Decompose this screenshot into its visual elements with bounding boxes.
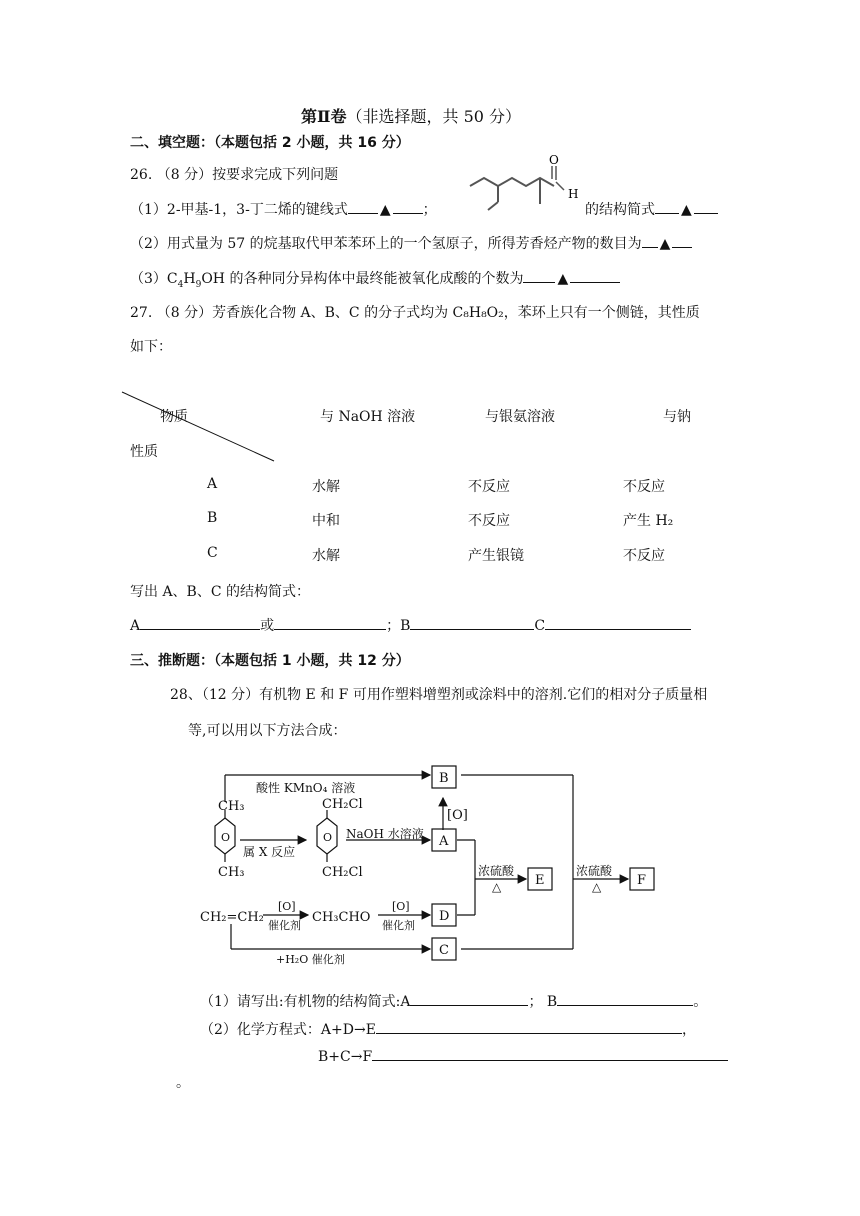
triangle-marker: ▲ bbox=[659, 236, 671, 252]
q26-stem: 26. （8 分）按要求完成下列问题 bbox=[130, 167, 339, 183]
triangle-marker: ▲ bbox=[379, 202, 391, 218]
answer-blank[interactable] bbox=[372, 1046, 728, 1061]
skeletal-bond-line bbox=[488, 202, 498, 210]
table-header-silver-ammonia: 与银氨溶液 bbox=[485, 409, 555, 425]
table-corner-bottom: 性质 bbox=[130, 444, 158, 460]
box-label-c: C bbox=[439, 943, 449, 958]
table-header-sodium: 与钠 bbox=[663, 409, 691, 425]
q27-line2: 如下： bbox=[130, 339, 172, 355]
q27-answer-line bbox=[130, 615, 691, 635]
q27-line1: 27. （8 分）芳香族化合物 A、B、C 的分子式均为 C₈H₈O₂，苯环上只有一个侧链，其性质 bbox=[130, 305, 700, 321]
ring-label: O bbox=[323, 831, 333, 844]
reagent-label: 催化剂 bbox=[382, 919, 415, 932]
q28-sub2-text: （2）化学方程式：A+D→E bbox=[200, 1022, 376, 1038]
box-label-f: F bbox=[637, 873, 647, 888]
answer-blank[interactable] bbox=[655, 199, 679, 214]
answer-blank[interactable] bbox=[393, 199, 423, 214]
subscript: 9 bbox=[195, 279, 202, 290]
box-label-b: B bbox=[439, 771, 449, 786]
table-cell: 不反应 bbox=[468, 513, 510, 529]
ring-label: O bbox=[221, 831, 231, 844]
reagent-label: [O] bbox=[278, 900, 296, 913]
q27-prompt: 写出 A、B、C 的结构简式： bbox=[130, 584, 311, 600]
box-label-d: D bbox=[439, 909, 450, 924]
q28-sub1 bbox=[200, 991, 707, 1011]
answer-label: ；B bbox=[386, 618, 411, 634]
reagent-label: 催化剂 bbox=[268, 919, 301, 932]
skeletal-bond-line bbox=[470, 178, 554, 186]
table-cell: 不反应 bbox=[623, 479, 665, 495]
skeletal-bond-line bbox=[556, 182, 564, 190]
reagent-label: 属 X 反应 bbox=[243, 845, 296, 859]
reagent-label: 浓硫酸 bbox=[478, 864, 515, 878]
table-header-naoh: 与 NaOH 溶液 bbox=[320, 409, 416, 425]
formula-label: CH₃ bbox=[218, 865, 245, 880]
skeletal-structure-diagram bbox=[466, 152, 582, 216]
section-three-heading: 三、推断题：（本题包括 1 小题，共 12 分） bbox=[130, 653, 410, 669]
reagent-label: [O] bbox=[392, 900, 410, 913]
answer-blank[interactable] bbox=[410, 615, 534, 630]
table-cell: 产生 H₂ bbox=[623, 513, 674, 529]
table-cell: 水解 bbox=[312, 479, 340, 495]
triangle-marker: ▲ bbox=[681, 202, 692, 218]
table-corner-top: 物质 bbox=[160, 409, 188, 425]
oxygen-label: O bbox=[549, 153, 559, 167]
box-label-a: A bbox=[439, 834, 449, 849]
q26-item3 bbox=[130, 268, 620, 290]
q28-line1: 28、（12 分）有机物 E 和 F 可用作塑料增塑剂或涂料中的溶剂.它们的相对分子质量相 bbox=[170, 687, 708, 703]
table-cell: 产生银镜 bbox=[468, 548, 524, 564]
formula-label: CH₂=CH₂ bbox=[200, 910, 264, 925]
q26-item3-text: H bbox=[183, 271, 196, 287]
reagent-label: NaOH 水溶液 bbox=[346, 827, 424, 841]
q26-item1-text2: 的结构简式 bbox=[585, 202, 655, 218]
reagent-label: 浓硫酸 bbox=[576, 864, 613, 878]
section-two-heading: 二、填空题：（本题包括 2 小题，共 16 分） bbox=[130, 135, 410, 151]
answer-blank[interactable] bbox=[557, 991, 693, 1006]
hydrogen-label: H bbox=[568, 187, 579, 201]
answer-blank[interactable] bbox=[140, 615, 260, 630]
q28-sub1-text: 。 bbox=[693, 994, 708, 1010]
table-cell: 不反应 bbox=[468, 479, 510, 495]
answer-label: 或 bbox=[260, 618, 275, 634]
formula-label: CH₃ bbox=[218, 799, 245, 814]
part-title bbox=[301, 104, 521, 127]
formula-label: CH₂Cl bbox=[322, 797, 363, 812]
answer-label: C bbox=[534, 618, 546, 634]
answer-blank[interactable] bbox=[694, 199, 718, 214]
q26-item1-sep: ； bbox=[422, 202, 437, 218]
q26-item2-text: （2）用式量为 57 的烷基取代甲苯苯环上的一个氢原子，所得芳香烃产物的数目为 bbox=[130, 236, 642, 252]
synthesis-scheme-diagram bbox=[196, 764, 666, 972]
q28-line2: 等,可以用以下方法合成： bbox=[188, 723, 347, 739]
answer-blank[interactable] bbox=[545, 615, 691, 630]
answer-blank[interactable] bbox=[274, 615, 386, 630]
table-row-label: C bbox=[207, 545, 218, 561]
table-cell: 中和 bbox=[312, 513, 340, 529]
part-title-main: 第Ⅱ卷 bbox=[301, 107, 347, 126]
q26-item1-text: （1）2-甲基-1，3-丁二烯的键线式 bbox=[130, 202, 348, 218]
triangle-marker: ▲ bbox=[557, 271, 569, 287]
q28-sub2 bbox=[200, 1019, 696, 1039]
reagent-label: △ bbox=[492, 880, 502, 894]
table-row-label: A bbox=[207, 476, 218, 492]
part-title-sub: （非选择题，共 50 分） bbox=[346, 107, 522, 126]
table-cell: 水解 bbox=[312, 548, 340, 564]
formula-label: CH₃CHO bbox=[312, 910, 371, 925]
reagent-label: △ bbox=[592, 880, 602, 894]
q26-item1 bbox=[130, 199, 437, 219]
reagent-label: 酸性 KMnO₄ 溶液 bbox=[256, 781, 356, 795]
q28-sub1-text: ； B bbox=[528, 994, 558, 1010]
box-label-e: E bbox=[535, 873, 545, 888]
table-row-label: B bbox=[207, 510, 218, 526]
q28-sub2-text: B+C→F bbox=[318, 1049, 373, 1065]
q26-item1-right bbox=[585, 199, 718, 219]
q26-item3-text: （3）C bbox=[130, 271, 178, 287]
answer-label: A bbox=[130, 618, 141, 634]
q28-sub2-line2 bbox=[318, 1046, 728, 1065]
subscript: 4 bbox=[177, 279, 184, 290]
reagent-label: [O] bbox=[447, 808, 468, 823]
q28-sub1-text: （1）请写出:有机物的结构简式:A bbox=[200, 994, 411, 1010]
answer-blank[interactable] bbox=[672, 233, 692, 248]
answer-blank[interactable] bbox=[410, 991, 528, 1006]
answer-blank[interactable] bbox=[570, 268, 620, 283]
reagent-label: +H₂O 催化剂 bbox=[276, 953, 345, 966]
table-cell: 不反应 bbox=[623, 548, 665, 564]
q26-item2 bbox=[130, 233, 692, 253]
q26-item3-text: OH 的各种同分异构体中最终能被氧化成酸的个数为 bbox=[201, 271, 524, 287]
q28-sub2-text: ， bbox=[681, 1022, 696, 1038]
answer-blank[interactable] bbox=[523, 268, 555, 283]
formula-label: CH₂Cl bbox=[322, 865, 363, 880]
answer-blank[interactable] bbox=[642, 233, 658, 248]
answer-blank[interactable] bbox=[348, 199, 378, 214]
end-mark: 。 bbox=[176, 1075, 190, 1091]
answer-blank[interactable] bbox=[376, 1019, 682, 1034]
